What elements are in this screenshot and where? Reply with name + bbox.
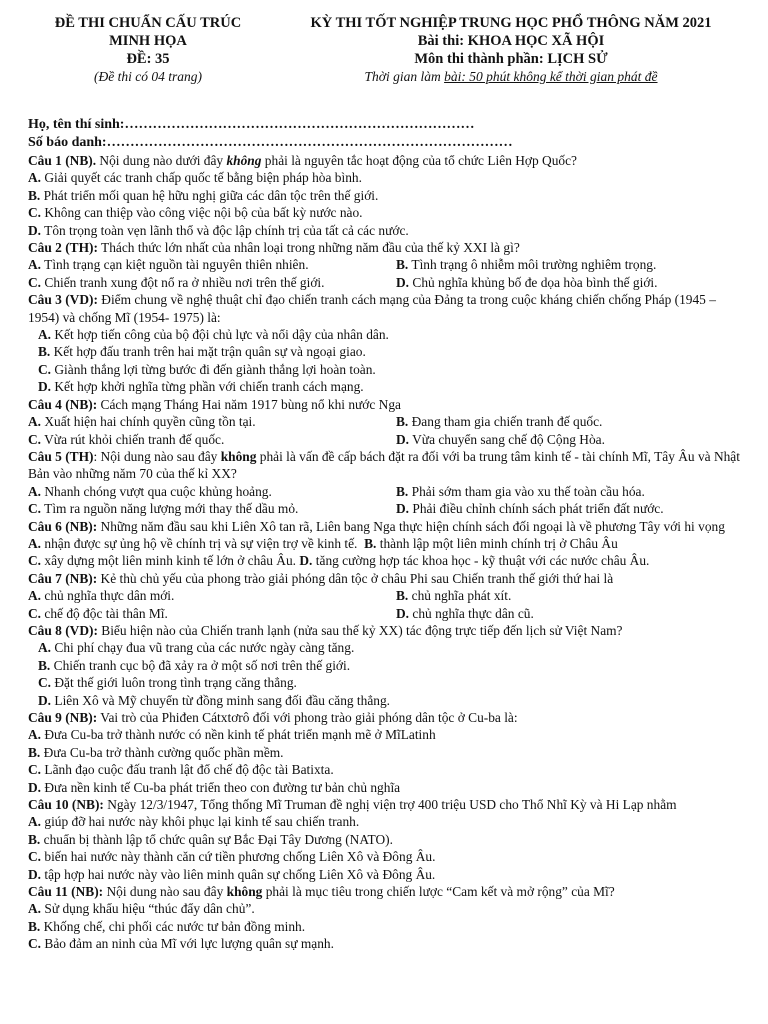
- q8-option-b[interactable]: B. Chiến tranh cục bộ đã xảy ra ở một số nơi trên thế giới.: [38, 657, 351, 673]
- question-8: Câu 8 (VD): Biểu hiện nào của Chiến tranh lạnh (nửa sau thế kỷ XX) tác động trực tiếp đến lịch sử Việt Nam?: [28, 622, 623, 638]
- q10-option-b[interactable]: B. chuẩn bị thành lập tổ chức quân sự Bắc Đại Tây Dương (NATO).: [28, 831, 393, 847]
- q7-option-a[interactable]: A. chủ nghĩa thực dân mới.: [28, 588, 175, 604]
- q5-option-c[interactable]: C. Tìm ra nguồn năng lượng mới thay thế dầu mỏ.: [28, 501, 299, 517]
- question-9: Câu 9 (NB): Vai trò của Phiđen Cátxtơrô đối với phong trào giải phóng dân tộc ở Cu-ba là:: [28, 710, 518, 725]
- exam-code: ĐỀ: 35: [126, 51, 170, 67]
- q9-option-a[interactable]: A. Đưa Cu-ba trở thành nước có nền kinh tế phát triển mạnh mẽ ở MĩLatinh: [28, 727, 436, 743]
- question-11: Câu 11 (NB): Nội dung nào sau đây không phải là mục tiêu trong chiến lược “Cam kết và mở rộng” của Mĩ?: [28, 884, 615, 900]
- q2-options-row-2: [28, 274, 746, 291]
- question-7: Câu 7 (NB): Kẻ thù chủ yếu của phong trào giải phóng dân tộc ở châu Phi sau Chiến tranh thế giới thứ hai là: [28, 570, 614, 586]
- q7-option-c[interactable]: C. chế độ độc tài thân Mĩ.: [28, 605, 168, 621]
- q1-option-a[interactable]: A. Giải quyết các tranh chấp quốc tế bằng biện pháp hòa bình.: [28, 170, 362, 186]
- question-5: Câu 5 (TH): Nội dung nào sau đây không phải là vấn đề cấp bách đặt ra đối với ba trung tâm kinh tế - tài chính Mĩ, Tây Âu và Nhật Bản vào những năm 70 của thế kỉ XX?: [28, 448, 740, 482]
- q6-option-c[interactable]: C. xây dựng một liên minh kinh tế lớn ở châu Âu.: [28, 553, 297, 569]
- q4-option-a[interactable]: A. Xuất hiện hai chính quyền cũng tồn tại.: [28, 414, 256, 430]
- q3-option-d[interactable]: D. Kết hợp khởi nghĩa từng phần với chiến tranh cách mạng.: [38, 379, 364, 395]
- q6-option-d[interactable]: D. tăng cường hợp tác khoa học - kỹ thuật với các nước châu Âu.: [299, 553, 650, 569]
- q8-option-d[interactable]: D. Liên Xô và Mỹ chuyển từ đồng minh sang đối đầu căng thẳng.: [38, 692, 391, 708]
- q6-options-row-2: [28, 552, 746, 569]
- q5-option-b[interactable]: B. Phải sớm tham gia vào xu thế toàn cầu hóa.: [396, 483, 645, 499]
- exam-header: [28, 14, 746, 86]
- q7-option-b[interactable]: B. chủ nghĩa phát xít.: [396, 588, 512, 604]
- exam-subject-group: Bài thi: KHOA HỌC XÃ HỘI: [417, 33, 605, 49]
- question-2: Câu 2 (TH): Thách thức lớn nhất của nhân loại trong những năm đầu của thế kỷ XXI là gì?: [28, 240, 520, 256]
- exam-type-2: MINH HỌA: [109, 33, 187, 49]
- header-left: [28, 14, 268, 86]
- q1-option-d[interactable]: D. Tôn trọng toàn vẹn lãnh thổ và độc lập chính trị của tất cả các nước.: [28, 222, 409, 238]
- q11-option-b[interactable]: B. Khống chế, chi phối các nước tư bản đồng minh.: [28, 918, 306, 934]
- exam-type: ĐỀ THI CHUẨN CẤU TRÚC: [54, 15, 242, 31]
- q1-option-b[interactable]: B. Phát triển mối quan hệ hữu nghị giữa các dân tộc trên thế giới.: [28, 187, 379, 203]
- q2-option-a[interactable]: A. Tình trạng cạn kiệt nguồn tài nguyên thiên nhiên.: [28, 257, 309, 273]
- q7-options-row-2: [28, 605, 746, 622]
- q2-option-b[interactable]: B. Tình trạng ô nhiễm môi trường nghiêm trọng.: [396, 257, 657, 273]
- question-6: Câu 6 (NB): Những năm đầu sau khi Liên Xô tan rã, Liên bang Nga thực hiện chính sách đối ngoại là về phương Tây với hi vọng: [28, 518, 725, 534]
- exam-title: KỲ THI TỐT NGHIỆP TRUNG HỌC PHỔ THÔNG NĂM 2021: [310, 15, 712, 31]
- q2-option-c[interactable]: C. Chiến tranh xung đột nổ ra ở nhiều nơi trên thế giới.: [28, 274, 325, 290]
- page-count-note: (Đề thi có 04 trang): [94, 69, 202, 84]
- candidate-id-field[interactable]: Số báo danh:……………………………………………………………………………: [28, 135, 513, 150]
- q10-option-c[interactable]: C. biến hai nước này thành căn cứ tiền phương chống Liên Xô và Đông Âu.: [28, 849, 436, 865]
- q2-options-row-1: [28, 256, 746, 273]
- q11-option-c[interactable]: C. Bảo đảm an ninh của Mĩ với lực lượng quân sự mạnh.: [28, 936, 334, 952]
- q1-option-c[interactable]: C. Không can thiệp vào công việc nội bộ của bất kỳ nước nào.: [28, 205, 363, 221]
- q5-option-d[interactable]: D. Phải điều chỉnh chính sách phát triển đất nước.: [396, 501, 664, 517]
- q6-option-b[interactable]: B. thành lập một liên minh chính trị ở Châu Âu: [364, 535, 618, 551]
- q11-option-a[interactable]: A. Sử dụng khẩu hiệu “thúc đẩy dân chủ”.: [28, 901, 255, 917]
- q3-option-a[interactable]: A. Kết hợp tiến công của bộ đội chủ lực và nổi dậy của nhân dân.: [38, 327, 389, 343]
- candidate-fields: [28, 116, 746, 152]
- q10-option-d[interactable]: D. tập hợp hai nước này vào liên minh quân sự chống Liên Xô và Đông Âu.: [28, 866, 436, 882]
- question-3: Câu 3 (VD): Điểm chung về nghệ thuật chỉ đạo chiến tranh cách mạng của Đảng ta trong cuộc kháng chiến chống Pháp (1945 – 1954) và chống Mĩ (1954- 1975) là:: [28, 292, 716, 325]
- q9-option-d[interactable]: D. Đưa nền kinh tế Cu-ba phát triển theo con đường tư bản chủ nghĩa: [28, 779, 401, 795]
- q4-option-b[interactable]: B. Đang tham gia chiến tranh đế quốc.: [396, 414, 603, 430]
- q8-option-a[interactable]: A. Chi phí chạy đua vũ trang của các nước ngày càng tăng.: [38, 640, 355, 656]
- q5-options-row-2: [28, 500, 746, 517]
- exam-time: Thời gian làm bài: 50 phút không kể thời gian phát đề: [364, 69, 658, 84]
- q7-option-d[interactable]: D. chủ nghĩa thực dân cũ.: [396, 605, 534, 621]
- q6-options-row-1: [28, 535, 746, 552]
- q3-option-b[interactable]: B. Kết hợp đấu tranh trên hai mặt trận quân sự và ngoại giao.: [38, 344, 366, 360]
- q9-option-b[interactable]: B. Đưa Cu-ba trở thành cường quốc phần mềm.: [28, 744, 284, 760]
- q4-option-c[interactable]: C. Vừa rút khỏi chiến tranh đế quốc.: [28, 431, 225, 447]
- q8-option-c[interactable]: C. Đặt thế giới luôn trong tình trạng căng thẳng.: [38, 675, 297, 691]
- q3-option-c[interactable]: C. Giành thắng lợi từng bước đi đến giành thắng lợi hoàn toàn.: [38, 361, 376, 377]
- q4-option-d[interactable]: D. Vừa chuyển sang chế độ Cộng Hòa.: [396, 431, 605, 447]
- q2-option-d[interactable]: D. Chủ nghĩa khủng bố đe dọa hòa bình thế giới.: [396, 274, 658, 290]
- q6-option-a[interactable]: A. nhận được sự ủng hộ về chính trị và sự viện trợ về kinh tế.: [28, 535, 358, 551]
- q10-option-a[interactable]: A. giúp đỡ hai nước này khôi phục lại kinh tế sau chiến tranh.: [28, 814, 360, 830]
- q7-options-row-1: [28, 587, 746, 604]
- q4-options-row-1: [28, 413, 746, 430]
- candidate-name-field[interactable]: Họ, tên thí sinh:…………………………………………………………………: [28, 117, 475, 132]
- q4-options-row-2: [28, 431, 746, 448]
- header-right: [276, 14, 746, 86]
- question-4: Câu 4 (NB): Cách mạng Tháng Hai năm 1917 bùng nổ khi nước Nga: [28, 396, 401, 412]
- question-10: Câu 10 (NB): Ngày 12/3/1947, Tổng thống Mĩ Truman đề nghị viện trợ 400 triệu USD cho Thổ Nhĩ Kỳ và Hi Lạp nhằm: [28, 797, 677, 813]
- exam-subject: Môn thi thành phần: LỊCH SỬ: [414, 51, 608, 67]
- q9-option-c[interactable]: C. Lãnh đạo cuộc đấu tranh lật đổ chế độ độc tài Batixta.: [28, 762, 334, 778]
- q5-options-row-1: [28, 483, 746, 500]
- q5-option-a[interactable]: A. Nhanh chóng vượt qua cuộc khủng hoảng.: [28, 483, 272, 499]
- question-1: Câu 1 (NB). Nội dung nào dưới đây không phải là nguyên tắc hoạt động của tổ chức Liên Hợp Quốc?: [28, 153, 577, 168]
